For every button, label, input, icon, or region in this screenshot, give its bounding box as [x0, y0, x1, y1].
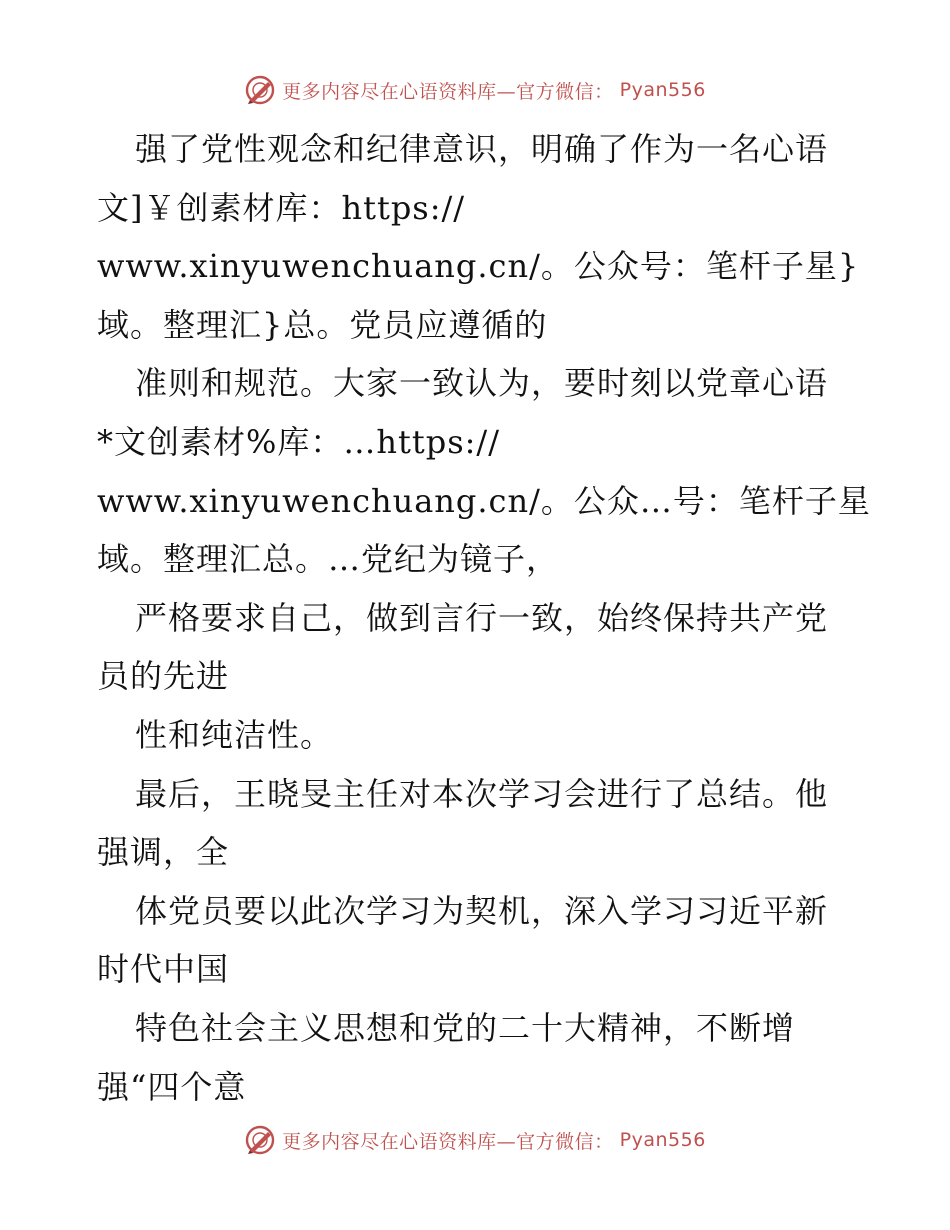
footer-watermark-banner [0, 1120, 950, 1160]
text-line: *文创素材%库：…https:// [97, 422, 500, 461]
pen-logo-icon [244, 74, 276, 106]
text-line: 强了党性观念和纪律意识，明确了作为一名心语 [135, 130, 829, 168]
text-line: 文]￥创素材库：https:// [97, 188, 466, 227]
text-line: www.xinyuwenchuang.cn/。公众号：笔杆子星} [97, 247, 860, 286]
pen-logo-icon [244, 1124, 276, 1156]
text-line: 域。整理汇总。…党纪为镜子， [97, 540, 560, 579]
text-line: 性和纯洁性。 [135, 715, 334, 754]
header-wechat-id: Pyan556 [619, 79, 706, 101]
text-line: www.xinyuwenchuang.cn/。公众…号：笔杆子星 [97, 481, 871, 520]
document-body [97, 120, 871, 1116]
footer-banner-text: 更多内容尽在心语资料库—官方微信： [282, 1130, 614, 1153]
text-line: 域。整理汇}总。党员应遵循的 [97, 305, 548, 344]
text-line: 准则和规范。大家一致认为，要时刻以党章心语 [135, 364, 829, 403]
text-line: 最后，王晓旻主任对本次学习会进行了总结。他 [135, 774, 829, 813]
text-line: 强调，全 [97, 833, 230, 872]
text-line: 体党员要以此次学习为契机，深入学习习近平新 [135, 891, 829, 930]
footer-wechat-id: Pyan556 [619, 1129, 706, 1151]
text-line: 员的先进 [97, 657, 230, 696]
header-watermark-banner [0, 70, 950, 110]
text-line: 特色社会主义思想和党的二十大精神，不断增 [135, 1008, 796, 1047]
header-banner-text: 更多内容尽在心语资料库—官方微信： [282, 80, 614, 103]
text-line: 强“四个意 [97, 1067, 247, 1106]
text-line: 严格要求自己，做到言行一致，始终保持共产党 [135, 598, 829, 637]
text-line: 时代中国 [97, 950, 230, 989]
